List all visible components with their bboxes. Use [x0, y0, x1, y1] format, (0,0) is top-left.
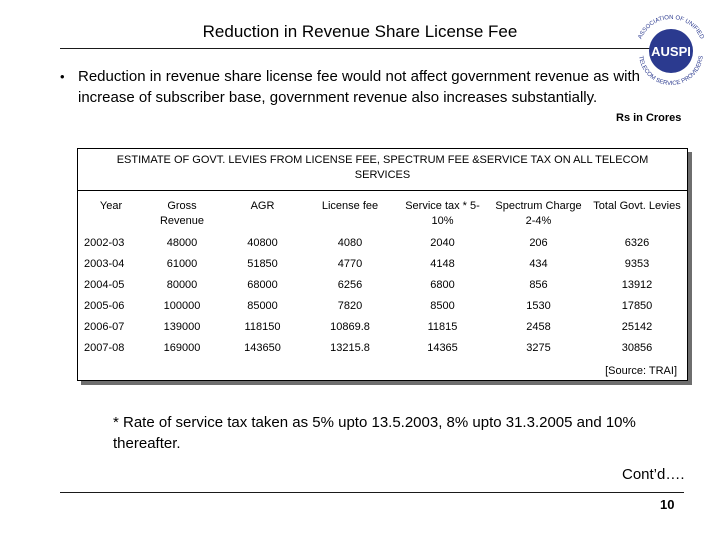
- levies-table: [78, 192, 687, 358]
- col-header-service-tax: Service tax * 5-10%: [405, 200, 480, 227]
- col-header-license-fee: License fee: [321, 200, 379, 212]
- cell-total-levies: 17850: [621, 299, 653, 312]
- cell-license-fee: 4770: [337, 257, 363, 270]
- col-header-agr: AGR: [250, 200, 275, 212]
- cell-agr: 118150: [244, 320, 281, 333]
- table-row: [78, 253, 687, 274]
- footer-divider: [60, 492, 684, 493]
- cell-agr: 85000: [247, 299, 278, 312]
- bullet-point: [60, 66, 640, 108]
- cell-service-tax: 2040: [430, 236, 455, 249]
- cell-spectrum-charge: 434: [529, 257, 548, 270]
- levies-table-panel: [77, 148, 688, 381]
- col-header-spectrum-charge: Spectrum Charge 2-4%: [495, 200, 582, 227]
- table-row: [78, 232, 687, 253]
- logo-text: AUSPI: [651, 44, 691, 59]
- table-row: [78, 274, 687, 295]
- cell-year: 2006-07: [84, 320, 125, 333]
- cell-agr: 51850: [247, 257, 278, 270]
- cell-gross-revenue: 48000: [166, 236, 198, 249]
- cell-total-levies: 9353: [624, 257, 650, 270]
- footnote: * Rate of service tax taken as 5% upto 13.5.2003, 8% upto 31.3.2005 and 10% thereafter.: [113, 414, 636, 452]
- cell-spectrum-charge: 206: [529, 236, 548, 249]
- cell-gross-revenue: 61000: [166, 257, 198, 270]
- cell-spectrum-charge: 3275: [526, 341, 551, 354]
- col-header-total-levies: Total Govt. Levies: [593, 200, 681, 212]
- logo-ring-bottom: TELECOM SERVICE PROVIDERS: [637, 55, 705, 88]
- cell-year: 2004-05: [84, 278, 125, 291]
- slide-title: Reduction in Revenue Share License Fee: [202, 22, 518, 41]
- table-row: [78, 316, 687, 337]
- continued-label: Cont’d….: [622, 466, 685, 483]
- col-header-gross-revenue: Gross Revenue: [159, 200, 205, 227]
- cell-agr: 68000: [247, 278, 278, 291]
- cell-agr: 40800: [247, 236, 278, 249]
- cell-service-tax: 6800: [430, 278, 455, 291]
- table-header-row: [78, 192, 687, 232]
- cell-service-tax: 4148: [430, 257, 455, 270]
- cell-license-fee: 7820: [337, 299, 363, 312]
- cell-year: 2002-03: [84, 236, 125, 249]
- cell-total-levies: 13912: [621, 278, 653, 291]
- table-title: ESTIMATE OF GOVT. LEVIES FROM LICENSE FEE, SPECTRUM FEE &SERVICE TAX ON ALL TELECOM SERVICES: [78, 149, 687, 191]
- cell-service-tax: 14365: [427, 341, 458, 354]
- cell-total-levies: 6326: [624, 236, 650, 249]
- cell-license-fee: 6256: [337, 278, 363, 291]
- cell-agr: 143650: [244, 341, 281, 354]
- source-note: [Source: TRAI]: [605, 365, 677, 377]
- cell-service-tax: 11815: [427, 320, 458, 333]
- cell-gross-revenue: 139000: [163, 320, 201, 333]
- cell-service-tax: 8500: [430, 299, 455, 312]
- cell-year: 2007-08: [84, 341, 125, 354]
- cell-gross-revenue: 169000: [163, 341, 201, 354]
- cell-license-fee: 13215.8: [330, 341, 370, 354]
- bullet-dot-icon: •: [60, 69, 65, 84]
- cell-spectrum-charge: 2458: [526, 320, 551, 333]
- cell-total-levies: 25142: [621, 320, 653, 333]
- cell-license-fee: 10869.8: [330, 320, 370, 333]
- cell-gross-revenue: 100000: [163, 299, 201, 312]
- logo-ring-top: ASSOCIATION OF UNIFIED: [637, 14, 705, 41]
- cell-license-fee: 4080: [337, 236, 363, 249]
- page-number: 10: [660, 497, 675, 512]
- col-header-year: Year: [99, 200, 123, 212]
- cell-year: 2005-06: [84, 299, 125, 312]
- cell-spectrum-charge: 856: [529, 278, 548, 291]
- title-divider: [60, 48, 660, 49]
- table-row: [78, 295, 687, 316]
- bullet-text: Reduction in revenue share license fee would not affect government revenue as with increase of subscriber base, government revenue also increases substantially.: [78, 68, 640, 106]
- cell-gross-revenue: 80000: [166, 278, 198, 291]
- table-row: [78, 337, 687, 358]
- cell-year: 2003-04: [84, 257, 125, 270]
- units-label: Rs in Crores: [616, 112, 682, 124]
- auspi-logo: [630, 10, 712, 92]
- cell-spectrum-charge: 1530: [526, 299, 551, 312]
- cell-total-levies: 30856: [621, 341, 653, 354]
